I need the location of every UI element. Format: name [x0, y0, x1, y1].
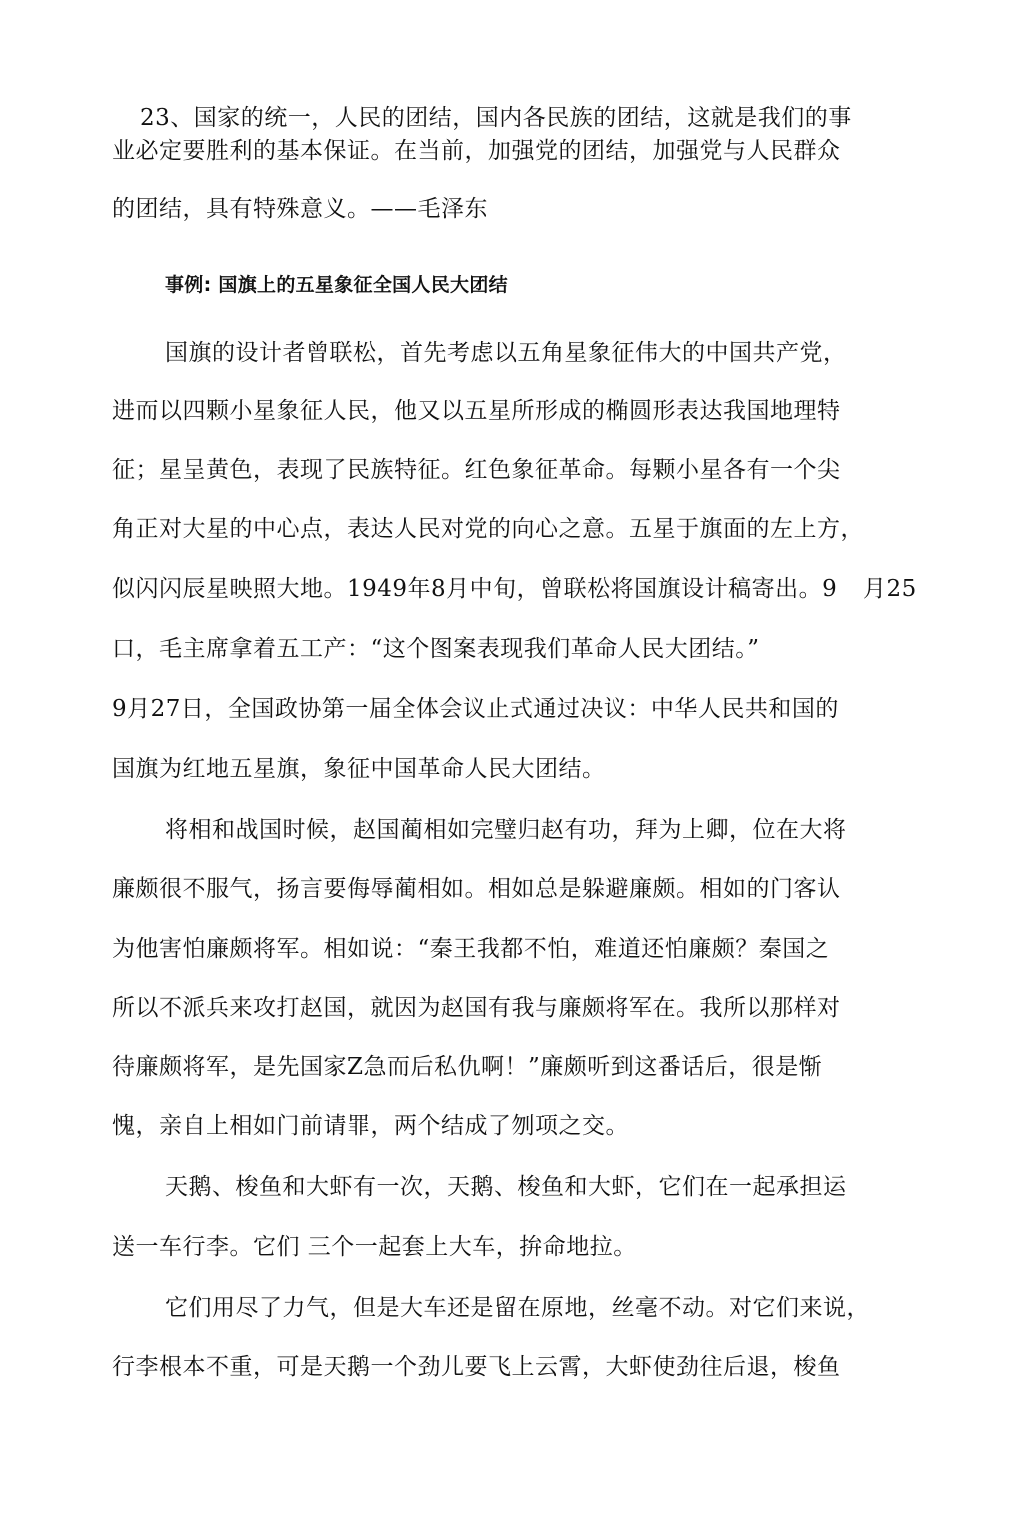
example-line-5-tail: 月25 [863, 576, 917, 602]
story1-line-4: 所以不派兵来攻打赵国，就因为赵国有我与廉颇将军在。我所以那样对 [112, 995, 841, 1021]
story1-line-2: 廉颇很不服气，扬言要侮辱蔺相如。相如总是躲避廉颇。相如的门客认 [112, 876, 841, 902]
story1-line-1: 将相和战国时候，赵国蔺相如完璧归赵有功，拜为上卿，位在大将 [165, 817, 847, 843]
story1-line-6: 愧，亲自上相如门前请罪，两个结成了刎项之交。 [112, 1113, 629, 1139]
story1-line-5: 待廉颇将军，是先国家Z急而后私仇啊！”廉颇听到这番话后，很是惭 [112, 1054, 823, 1080]
example-line-1: 国旗的设计者曾联松，首先考虑以五角星象征伟大的中国共产党， [165, 340, 847, 366]
story2-line-2: 送一车行李。它们 三个一起套上大车，拚命地拉。 [112, 1234, 637, 1260]
example-heading: 事例: 国旗上的五星象征全国人民大团结 [165, 274, 508, 296]
example-line-6: 口，毛主席拿着五工产：“这个图案表现我们革命人民大团结。” [112, 636, 760, 662]
example-line-3: 征；星呈黄色，表现了民族特征。红色象征革命。每颗小星各有一个尖 [112, 457, 841, 483]
quote-line-2: 业必定要胜利的基本保证。在当前，加强党的团结，加强党与人民群众 [112, 138, 841, 164]
quote-line-3: 的团结，具有特殊意义。——毛泽东 [112, 196, 488, 222]
story2-line-1: 天鹅、梭鱼和大虾有一次，天鹅、梭鱼和大虾，它们在一起承担运 [165, 1174, 847, 1200]
story3-line-1: 它们用尽了力气，但是大车还是留在原地，丝毫不动。对它们来说， [165, 1295, 870, 1321]
example-line-4: 角正对大星的中心点，表达人民对党的向心之意。五星于旗面的左上方， [112, 516, 864, 542]
example-line-2: 进而以四颗小星象征人民，他又以五星所形成的椭圆形表达我国地理特 [112, 398, 841, 424]
example-line-5: 似闪闪辰星映照大地。1949年8月中旬，曾联松将国旗设计稿寄出。9 [112, 576, 838, 602]
story1-line-3: 为他害怕廉颇将军。相如说：“秦王我都不怕，难道还怕廉颇？秦国之 [112, 936, 830, 962]
story3-line-2: 行李根本不重，可是天鹅一个劲儿要飞上云霄，大虾使劲往后退，梭鱼 [112, 1354, 841, 1380]
example-line-8: 国旗为红地五星旗，象征中国革命人民大团结。 [112, 756, 606, 782]
example-line-7: 9月27日，全国政协第一届全体会议止式通过决议：中华人民共和国的 [112, 696, 839, 722]
quote-line-1: 23、国家的统一，人民的团结，国内各民族的团结，这就是我们的事 [140, 105, 852, 131]
